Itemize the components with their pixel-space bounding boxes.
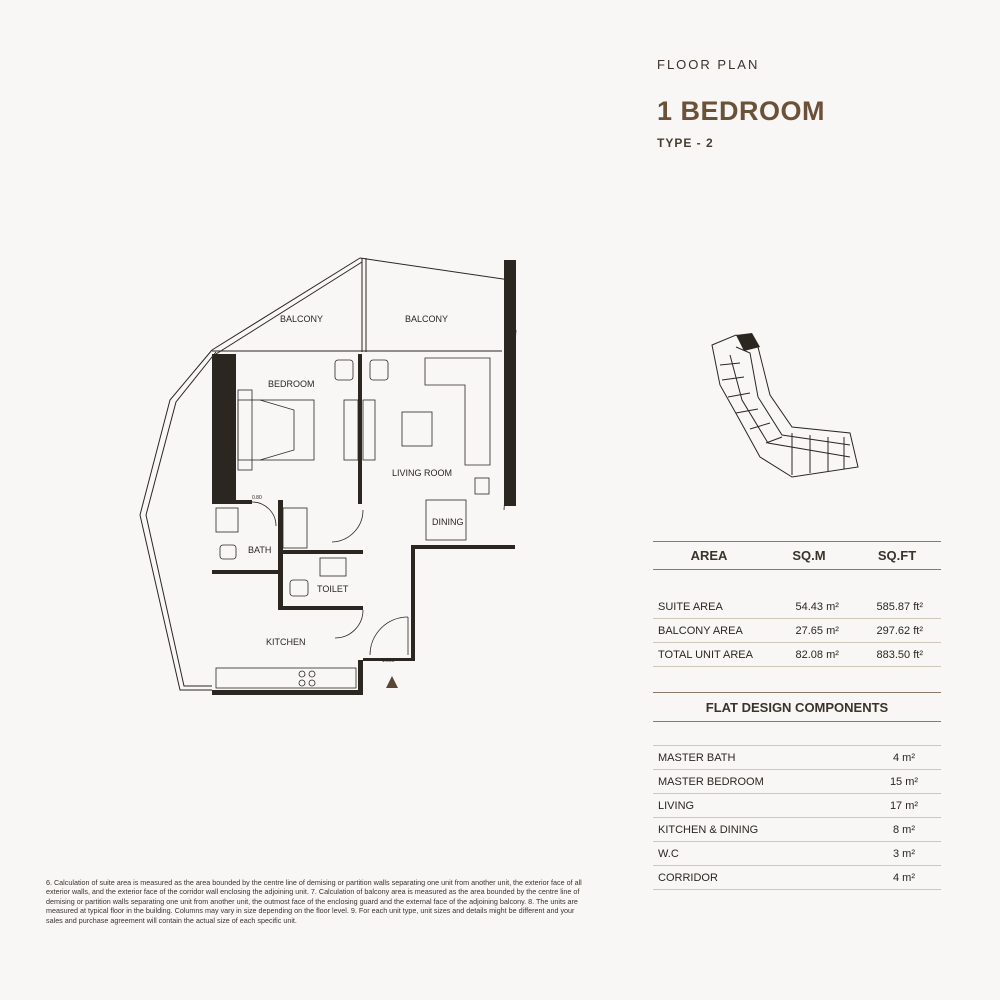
- toilet-basin: [320, 558, 346, 576]
- floor-plan: [130, 250, 530, 710]
- door-swing-toilet: [335, 610, 363, 638]
- wall-entry-right: [411, 545, 415, 660]
- area-header-sqft: SQ.FT: [877, 548, 917, 563]
- wall-toilet-bottom: [278, 606, 363, 610]
- area-table-header: [653, 541, 941, 570]
- room-label-balcony-right: BALCONY: [405, 314, 449, 324]
- components-table: [653, 745, 941, 890]
- room-label-bedroom: BEDROOM: [268, 379, 315, 389]
- wall-left-column: [212, 354, 236, 502]
- component-row: [653, 746, 941, 770]
- wall-kitchen-right: [358, 660, 363, 695]
- area-row: [653, 619, 941, 643]
- wall-right-column: [504, 260, 516, 506]
- wall-bedroom-living: [358, 354, 362, 504]
- area-table-body: [653, 595, 941, 667]
- room-label-kitchen: KITCHEN: [266, 637, 306, 647]
- page-title: 1 BEDROOM: [657, 96, 826, 126]
- component-value: 17 m²: [889, 799, 919, 812]
- component-row: [653, 842, 941, 866]
- area-header-area: AREA: [690, 548, 728, 563]
- component-value: 15 m²: [889, 775, 919, 788]
- component-row: [653, 866, 941, 890]
- component-label: KITCHEN & DINING: [658, 823, 759, 836]
- balcony-outline-inner: [146, 352, 216, 686]
- room-label-dining: DINING: [432, 517, 464, 527]
- component-label: MASTER BATH: [658, 751, 736, 764]
- room-label-living: LIVING ROOM: [392, 468, 453, 478]
- wall-corridor: [278, 550, 363, 554]
- hob-4: [309, 680, 315, 686]
- shower: [283, 508, 307, 548]
- building-corridor: [730, 347, 850, 457]
- hob-2: [309, 671, 315, 677]
- door-swing-bath: [252, 502, 276, 526]
- sofa: [425, 358, 490, 465]
- component-label: W.C: [658, 847, 679, 860]
- component-row: [653, 794, 941, 818]
- toilet-wc: [290, 580, 308, 596]
- balcony-top-edge: [212, 258, 360, 350]
- area-row-sqft: 883.50 ft²: [876, 648, 923, 661]
- balcony-outline: [140, 350, 212, 690]
- room-label-toilet: TOILET: [317, 584, 349, 594]
- wall-living-bottom: [415, 545, 515, 549]
- hob-3: [299, 680, 305, 686]
- key-plan: [700, 325, 870, 495]
- building-outline: [712, 335, 858, 477]
- wall-bath-top: [212, 500, 252, 504]
- page-subtitle: TYPE - 2: [657, 136, 714, 150]
- component-row: [653, 770, 941, 794]
- room-label-balcony-left: BALCONY: [280, 314, 324, 324]
- component-label: CORRIDOR: [658, 871, 718, 884]
- door-swing-main: [370, 617, 408, 655]
- wall-bottom: [212, 690, 362, 695]
- wall-bath-bottom: [212, 570, 282, 574]
- area-row-sqm: 82.08 m²: [795, 648, 839, 661]
- hob-1: [299, 671, 305, 677]
- bed-covers: [260, 400, 294, 460]
- wall-bath-right: [278, 500, 283, 610]
- wardrobe: [344, 400, 358, 460]
- page-eyebrow: FLOOR PLAN: [657, 57, 760, 72]
- component-row: [653, 818, 941, 842]
- entrance-marker: [386, 676, 398, 688]
- footnotes: 6. Calculation of suite area is measured as the area bounded by the centre line of demising or partition walls separating one unit from another unit, the exterior face of all exterior walls, and the exterior face of the corridor wall enclosing the adjoining unit. 7. Calculation of balcony area is measured as the area bounded by the centre line of demising or partition walls separating one unit from another unit, the outmost face of the enclosing guard and the external face of the adjoining balcony. 8. The units are measured at typical floor in the building. Columns may vary in size depending on the floor level. 9. For each unit type, unit sizes and details might be different and your sales and purchase agreement will contain the actual size of each specific unit.: [46, 878, 582, 925]
- bedside-table: [238, 390, 252, 470]
- area-row-label: BALCONY AREA: [658, 624, 743, 637]
- area-row-label: SUITE AREA: [658, 600, 723, 613]
- bath-toilet: [220, 545, 236, 559]
- component-label: MASTER BEDROOM: [658, 775, 764, 788]
- bath-vanity: [216, 508, 238, 532]
- area-row: [653, 595, 941, 619]
- coffee-table: [402, 412, 432, 446]
- component-label: LIVING: [658, 799, 695, 812]
- balcony-top-edge-inner: [216, 262, 362, 354]
- kitchen-counter: [216, 668, 356, 688]
- area-row-sqm: 54.43 m²: [795, 600, 839, 613]
- component-value: 3 m²: [893, 847, 915, 860]
- component-value: 8 m²: [893, 823, 915, 836]
- components-header: FLAT DESIGN COMPONENTS: [653, 692, 941, 722]
- area-row: [653, 643, 941, 667]
- area-row-sqm: 27.65 m²: [795, 624, 839, 637]
- dim-bath-door: 0.80: [252, 495, 262, 501]
- balcony-right-edge: [360, 258, 510, 280]
- armchair-bedroom: [335, 360, 353, 380]
- dim-main-door: 1.000: [382, 658, 395, 664]
- room-label-bath: BATH: [248, 545, 272, 555]
- component-value: 4 m²: [893, 751, 915, 764]
- armchair-living: [370, 360, 388, 380]
- side-table: [475, 478, 489, 494]
- component-value: 4 m²: [893, 871, 915, 884]
- wardrobe-living: [363, 400, 375, 460]
- door-swing-corridor: [332, 510, 363, 542]
- area-row-sqft: 585.87 ft²: [876, 600, 923, 613]
- area-row-sqft: 297.62 ft²: [876, 624, 923, 637]
- area-header-sqm: SQ.M: [792, 548, 826, 563]
- bed: [238, 400, 314, 460]
- area-row-label: TOTAL UNIT AREA: [658, 648, 753, 661]
